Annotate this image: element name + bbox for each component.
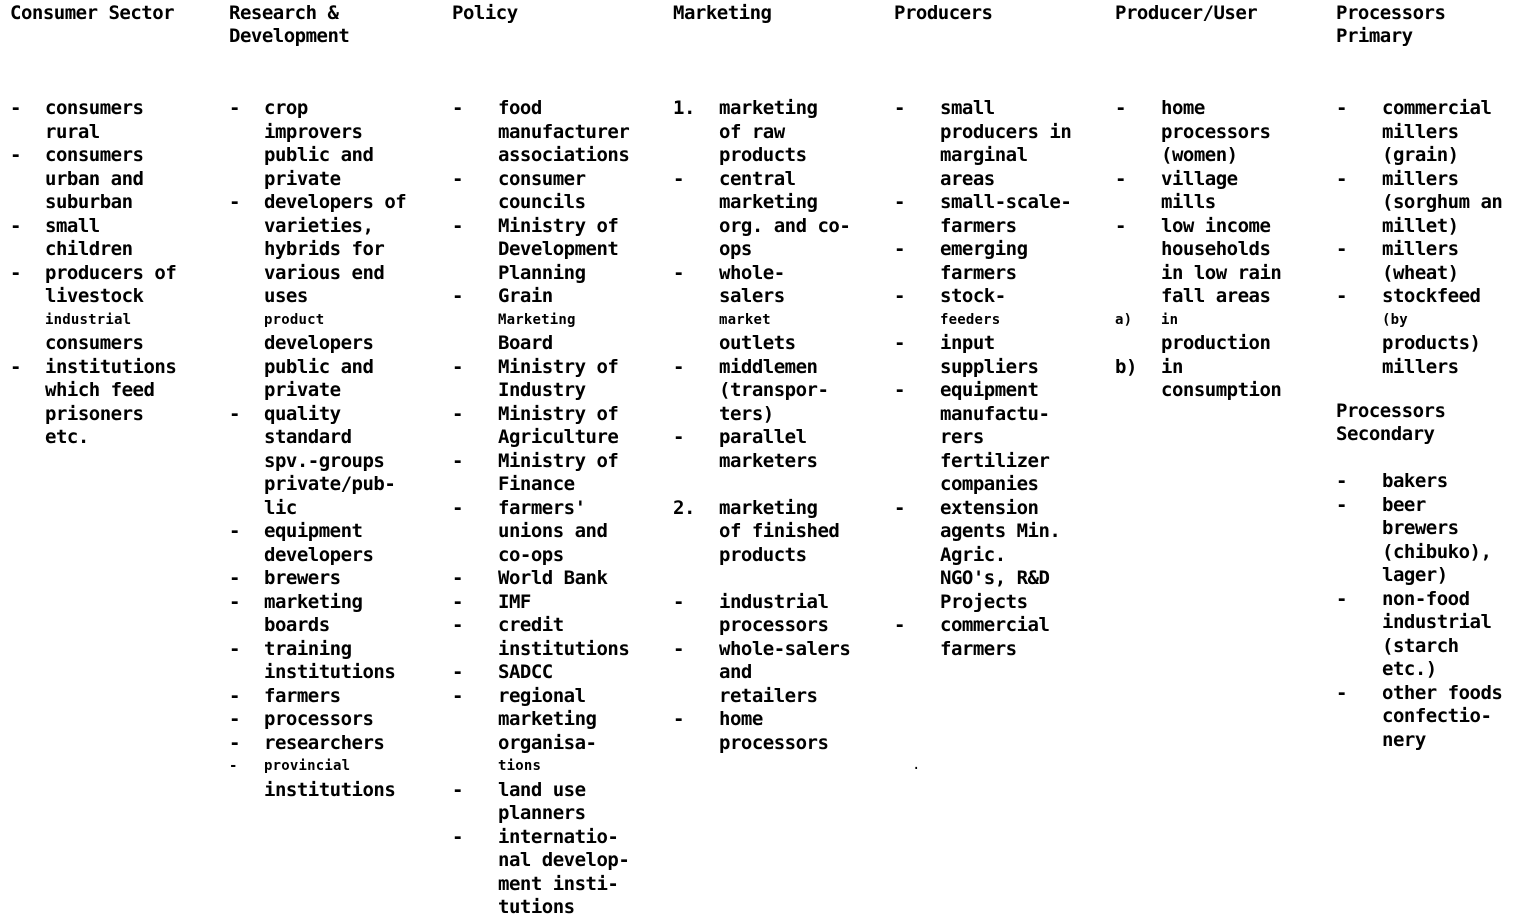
list-item-text: consumers (45, 144, 144, 166)
list-marker: - (229, 520, 240, 542)
list-item-text: parallel (719, 426, 807, 448)
list-marker: - (229, 637, 240, 660)
list-marker: - (452, 778, 463, 801)
list-item-text: processors (1161, 120, 1271, 143)
list-item-text: ops (719, 238, 752, 260)
list-item-text: rers (940, 426, 984, 448)
list-item-text: marketing (719, 496, 818, 519)
list-item-text: public and (264, 144, 374, 166)
list-item-text: of finished (719, 520, 840, 542)
list-marker: - (229, 758, 238, 774)
list-marker: - (673, 355, 684, 378)
list-item-text: marketers (719, 449, 818, 472)
list-item-text: institutions (45, 355, 177, 378)
list-item-text: fertilizer (940, 449, 1050, 472)
list-item-text: (wheat) (1382, 261, 1459, 284)
list-marker: - (894, 614, 905, 636)
list-item-text: millers (1382, 238, 1459, 260)
list-marker: - (10, 214, 21, 237)
sub-header: Processors Secondary (1336, 400, 1446, 445)
list-item-text: manufactu- (940, 402, 1050, 425)
list-item-text: regional (498, 684, 586, 707)
list-item-text: nal develop- (498, 849, 630, 871)
list-item-text: in (1161, 355, 1183, 378)
list-item-text: extension (940, 496, 1039, 519)
list-item-text: internatio- (498, 825, 619, 848)
list-item-text: credit (498, 614, 564, 636)
list-item-text: World Bank (498, 567, 608, 589)
list-item-text: lic (264, 496, 297, 519)
processors-secondary-block (1336, 400, 1503, 751)
list-item-text: consumer (498, 167, 586, 190)
list-item-text: of raw (719, 120, 785, 143)
list-marker: - (1115, 167, 1126, 190)
list-item-text: processors (264, 708, 374, 730)
list-item-text: millet) (1382, 214, 1459, 237)
list-marker: 1. (673, 97, 695, 119)
list-item-text: provincial (264, 758, 351, 774)
list-item-text: Agriculture (498, 426, 619, 448)
list-marker: - (10, 261, 21, 284)
list-marker: - (1336, 587, 1347, 610)
list-item-text: farmers' (498, 496, 586, 519)
list-item-text: whole- (719, 261, 785, 284)
list-item-text: tutions (498, 896, 575, 918)
list-marker: - (229, 708, 240, 730)
list-marker: - (1115, 97, 1126, 119)
list-item-text: millers (1382, 355, 1459, 378)
list-item-text: processors (719, 731, 829, 754)
list-item-text: uses (264, 285, 308, 307)
list-item-text: brewers (264, 567, 341, 589)
list-item-text: Projects (940, 590, 1028, 613)
list-item-text: etc. (45, 426, 89, 448)
list-item-text: boards (264, 614, 330, 636)
list-item-text: Ministry of (498, 402, 619, 425)
list-item-text: farmers (940, 261, 1017, 284)
column-header: Policy (452, 2, 518, 24)
list-item-text: (women) (1161, 144, 1238, 166)
list-item-text: livestock (45, 285, 144, 307)
list-item-text: farmers (940, 637, 1017, 660)
list-item-text: products (719, 144, 807, 166)
column-header: Producers (894, 2, 993, 24)
list-marker: - (673, 590, 684, 613)
list-item-text: manufacturer (498, 120, 630, 143)
list-item-text: equipment (940, 379, 1039, 401)
list-item-text: small (940, 97, 995, 119)
list-item-text: products) (1382, 332, 1481, 354)
list-item-text: retailers (719, 684, 818, 707)
list-item-text: marketing (719, 97, 818, 119)
list-marker: - (1115, 214, 1126, 237)
list-item-text: (transpor- (719, 379, 829, 401)
list-marker: - (10, 97, 21, 119)
list-item-text: confectio- (1382, 705, 1492, 727)
list-item-text: children (45, 238, 133, 260)
list-item-text: developers (264, 332, 374, 354)
list-marker: - (229, 567, 240, 589)
list-item-text: ment insti- (498, 872, 619, 895)
list-marker: - (452, 167, 463, 190)
list-item-text: developers (264, 543, 374, 566)
list-item-text: production (1161, 332, 1271, 354)
list-item-text: private (264, 379, 341, 401)
list-item-text: whole-salers (719, 637, 851, 660)
list-item-text: org. and co- (719, 214, 851, 237)
list-item-text: products (719, 543, 807, 566)
list-marker: - (894, 379, 905, 401)
list-item-text: village (1161, 167, 1238, 190)
list-marker: - (229, 590, 240, 613)
list-marker: - (894, 496, 905, 519)
list-item-text: which feed (45, 379, 155, 401)
list-item-text: and (719, 661, 752, 683)
list-item-text: brewers (1382, 517, 1459, 539)
list-marker: - (1336, 167, 1347, 190)
list-item-text: councils (498, 191, 586, 213)
list-item-text: home (1161, 97, 1205, 119)
list-marker: b) (1115, 355, 1137, 378)
list-marker: - (1336, 97, 1347, 119)
list-marker: - (452, 825, 463, 848)
list-item-text: farmers (940, 214, 1017, 237)
list-item-text: other foods (1382, 681, 1503, 704)
list-item-text: millers (1382, 120, 1459, 143)
list-item-text: improvers (264, 120, 363, 143)
column-header: Consumer Sector (10, 2, 175, 24)
list-item-text: institutions (498, 637, 630, 660)
list-item-text: in low rain (1161, 261, 1282, 284)
column-header: Producer/User (1115, 2, 1258, 24)
list-item-text: feeders (940, 311, 1001, 328)
list-marker: - (229, 684, 240, 707)
list-item-text: unions and (498, 520, 608, 542)
list-marker: - (673, 261, 684, 284)
list-marker: - (1336, 681, 1347, 704)
list-marker: - (1336, 285, 1347, 307)
list-item-text: consumption (1161, 379, 1282, 401)
list-marker: - (894, 285, 905, 307)
column-header: Research & Development (229, 2, 350, 47)
list-item-text: Ministry of (498, 214, 619, 237)
list-item-text: beer (1382, 493, 1426, 516)
list-marker: - (452, 97, 463, 119)
list-item-text: industrial (719, 590, 829, 613)
list-marker: - (1336, 493, 1347, 516)
list-item-text: input (940, 332, 995, 354)
list-item-text: agents Min. (940, 520, 1061, 542)
list-item-text: co-ops (498, 543, 564, 566)
list-marker: - (452, 614, 463, 636)
list-item-text: non-food (1382, 587, 1470, 610)
list-item-text: home (719, 708, 763, 730)
list-item-text: (chibuko), (1382, 540, 1492, 563)
list-item-text: commercial (1382, 97, 1492, 119)
list-item-text: ters) (719, 402, 774, 425)
list-item-text: areas (940, 167, 995, 190)
list-item-text: prisoners (45, 402, 144, 425)
list-item-text: middlemen (719, 355, 818, 378)
list-item-text: producers of (45, 261, 177, 284)
list-item-text: institutions (264, 661, 396, 683)
list-item-text: Industry (498, 379, 586, 401)
list-item-text: low income (1161, 214, 1271, 237)
list-marker: - (452, 496, 463, 519)
list-marker: - (894, 191, 905, 213)
list-marker: - (1336, 238, 1347, 260)
list-item-text: various end (264, 261, 385, 284)
list-item-text: market (719, 311, 771, 328)
list-item-text: tions (498, 758, 542, 774)
list-item-text: SADCC (498, 661, 553, 683)
stray-mark: · (912, 761, 921, 777)
list-item-text: mills (1161, 191, 1216, 213)
list-item-text: organisa- (498, 731, 597, 754)
list-item-text: households (1161, 238, 1271, 260)
list-item-text: marketing (498, 708, 597, 730)
list-item-text: associations (498, 144, 630, 166)
list-marker: - (452, 285, 463, 307)
list-item-text: (by (1382, 311, 1408, 328)
list-item-text: in (1161, 311, 1179, 328)
list-item-text: (sorghum an (1382, 191, 1503, 213)
list-item-text: companies (940, 473, 1039, 495)
list-marker: - (452, 590, 463, 613)
list-marker: - (673, 637, 684, 660)
list-marker: - (229, 402, 240, 425)
list-marker: - (1336, 470, 1347, 492)
list-marker: - (229, 731, 240, 754)
list-item-text: emerging (940, 238, 1028, 260)
list-item-text: outlets (719, 332, 796, 354)
list-marker: - (673, 167, 684, 190)
list-item-text: nery (1382, 728, 1426, 751)
list-item-text: public and (264, 355, 374, 378)
list-marker: - (894, 97, 905, 119)
list-item-text: marginal (940, 144, 1028, 166)
list-marker: - (673, 426, 684, 448)
list-item-text: product (264, 311, 325, 328)
list-item-text: institutions (264, 778, 396, 801)
list-item-text: spv.-groups (264, 449, 385, 472)
list-item-text: crop (264, 97, 308, 119)
list-item-text: suppliers (940, 355, 1039, 378)
list-item-text: fall areas (1161, 285, 1271, 307)
list-item-text: researchers (264, 731, 385, 754)
list-item-text: consumers (45, 332, 144, 354)
list-marker: a) (1115, 311, 1133, 328)
list-item-text: Finance (498, 473, 575, 495)
list-marker: - (452, 684, 463, 707)
list-item-text: marketing (264, 590, 363, 613)
list-item-text: salers (719, 285, 785, 307)
list-marker: - (229, 97, 240, 119)
list-item-text: food (498, 97, 542, 119)
list-item-text: farmers (264, 684, 341, 707)
list-item-text: Agric. (940, 543, 1006, 566)
list-item-text: land use (498, 778, 586, 801)
list-item-text: millers (1382, 167, 1459, 190)
list-item-text: consumers (45, 97, 144, 119)
list-item-text: Marketing (498, 311, 576, 328)
list-marker: - (452, 567, 463, 589)
list-marker: - (894, 238, 905, 260)
list-marker: - (894, 332, 905, 354)
column-header: Processors Primary (1336, 2, 1446, 47)
list-marker: - (452, 661, 463, 683)
list-item-text: Ministry of (498, 449, 619, 472)
list-item-text: developers of (264, 191, 407, 213)
list-item-text: Board (498, 332, 553, 354)
list-item-text: marketing (719, 191, 818, 213)
list-item-text: lager) (1382, 564, 1448, 586)
list-marker: - (673, 708, 684, 730)
list-item-text: equipment (264, 520, 363, 542)
list-item-text: stock- (940, 285, 1006, 307)
list-marker: - (10, 144, 21, 166)
list-marker: - (229, 191, 240, 213)
list-item-text: private/pub- (264, 473, 396, 495)
list-item-text: stockfeed (1382, 285, 1481, 307)
list-marker: - (452, 214, 463, 237)
list-item-text: hybrids for (264, 238, 385, 260)
list-item-text: quality (264, 402, 341, 425)
list-item-text: Ministry of (498, 355, 619, 378)
list-marker: - (10, 355, 21, 378)
list-item-text: etc.) (1382, 658, 1437, 680)
list-item-text: small (45, 214, 100, 237)
list-item-text: rural (45, 120, 100, 143)
list-marker: 2. (673, 496, 695, 519)
list-item-text: bakers (1382, 470, 1448, 492)
list-item-text: suburban (45, 191, 133, 213)
list-item-text: training (264, 637, 352, 660)
list-item-text: planners (498, 802, 586, 824)
list-item-text: central (719, 167, 796, 190)
list-marker: - (452, 355, 463, 378)
list-item-text: processors (719, 614, 829, 636)
list-item-text: (starch (1382, 634, 1459, 657)
list-marker: - (452, 402, 463, 425)
list-item-text: producers in (940, 120, 1072, 143)
list-item-text: industrial (1382, 611, 1492, 633)
list-item-text: industrial (45, 311, 132, 328)
list-item-text: small-scale- (940, 191, 1072, 213)
list-item-text: varieties, (264, 214, 374, 237)
list-item-text: standard (264, 426, 352, 448)
list-item-text: private (264, 167, 341, 190)
list-item-text: urban and (45, 167, 144, 190)
list-item-text: NGO's, R&D (940, 567, 1050, 589)
column-header: Marketing (673, 2, 772, 24)
list-item-text: (grain) (1382, 144, 1459, 166)
list-item-text: Planning (498, 261, 586, 284)
list-marker: - (452, 449, 463, 472)
list-item-text: commercial (940, 614, 1050, 636)
list-item-text: Development (498, 238, 619, 260)
list-item-text: Grain (498, 285, 553, 307)
list-item-text: IMF (498, 590, 531, 613)
